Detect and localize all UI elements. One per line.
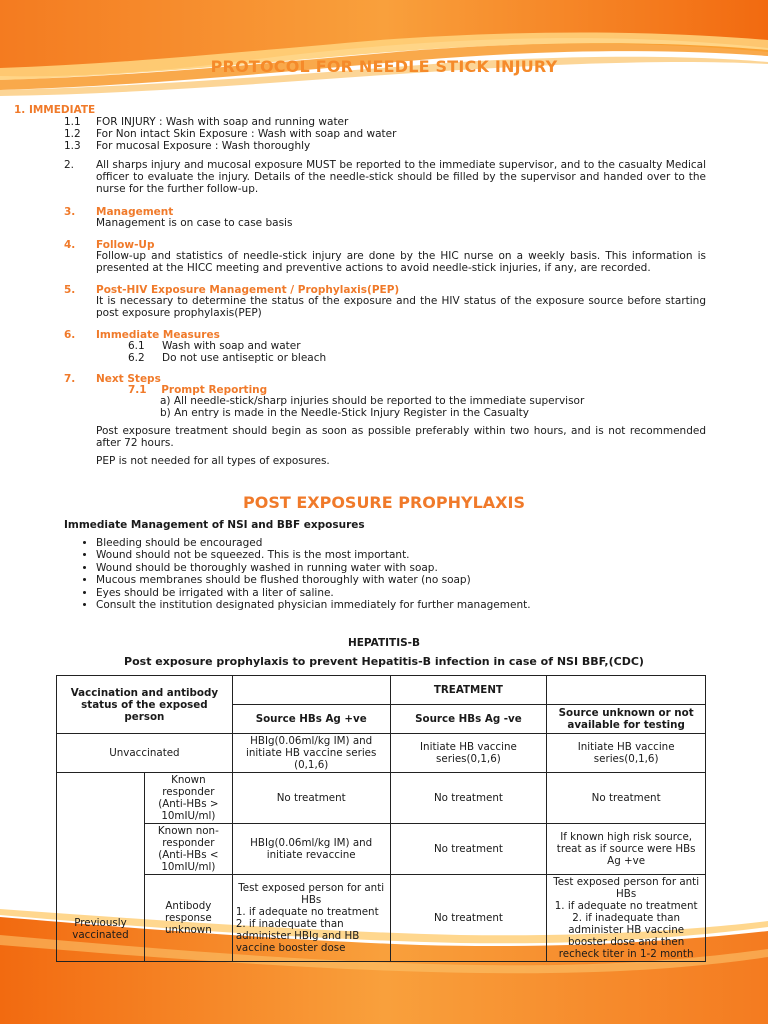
cell-pos: HBIg(0.06ml/kg IM) and initiate HB vaccine series (0,1,6)	[232, 734, 390, 773]
pep-bullet-list	[80, 537, 531, 611]
header-blank	[547, 676, 706, 705]
cell-unknown: If known high risk source, treat as if source were HBs Ag +ve	[547, 824, 706, 875]
cell-unknown: Test exposed person for anti HBs 1. if adequate no treatment 2. if inadequate than administer HB vaccine booster dose and then recheck titer in 1-2 month	[547, 875, 706, 962]
list-item: 6.1 Wash with soap and water	[128, 340, 301, 352]
hepb-prophylaxis-table	[56, 675, 706, 962]
section-4-heading: Follow-Up	[96, 239, 155, 251]
section-7-number: 7.	[64, 373, 76, 385]
section-2-number: 2.	[64, 159, 75, 171]
section-7-heading: Next Steps	[96, 373, 161, 385]
cell-pos: Test exposed person for anti HBs 1. if adequate no treatment 2. if inadequate than administer HBIg and HB vaccine booster dose	[232, 875, 390, 962]
list-item: 6.2 Do not use antiseptic or bleach	[128, 352, 327, 364]
list-item: • Wound should not be squeezed. This is the most important.	[96, 549, 531, 561]
section-2-text: All sharps injury and mucosal exposure MUST be reported to the immediate supervisor, and to the casualty Medical officer to evaluate the injury. Details of the needle-stick should be filled by the supervisor and handed over to the nurse for the further follow-up.	[96, 159, 706, 195]
cell-neg: No treatment	[390, 824, 547, 875]
section-5-text: It is necessary to determine the status of the exposure and the HIV status of the exposure source before starting post exposure prophylaxis(PEP)	[96, 295, 706, 319]
row-label-known-nonresponder: Known non-responder (Anti-HBs < 10mIU/ml)	[144, 824, 232, 875]
cell-unknown: Initiate HB vaccine series(0,1,6)	[547, 734, 706, 773]
cell-neg: No treatment	[390, 773, 547, 824]
section-7-list	[160, 395, 584, 419]
header-source-positive: Source HBs Ag +ve	[232, 705, 390, 734]
section-4-text: Follow-up and statistics of needle-stick injury are done by the HIC nurse on a weekly basis. This information is presented at the HICC meeting and preventive actions to avoid needle-stick injuries, if any, are recorded.	[96, 250, 706, 274]
list-item: 1.1 FOR INJURY : Wash with soap and running water	[64, 116, 349, 128]
list-item: 1.3 For mucosal Exposure : Wash thoroughly	[64, 140, 311, 152]
header-source-negative: Source HBs Ag -ve	[390, 705, 547, 734]
section-1-heading: 1. IMMEDIATE	[14, 104, 96, 116]
section-6-number: 6.	[64, 329, 76, 341]
section-4-number: 4.	[64, 239, 76, 251]
pep-subheading: Immediate Management of NSI and BBF exposures	[64, 519, 365, 531]
hepb-heading: HEPATITIS-B	[347, 637, 421, 649]
list-item: • Consult the institution designated physician immediately for further management.	[96, 599, 531, 611]
table-header-row	[57, 676, 706, 705]
table-row	[57, 875, 706, 962]
section-3-text: Management is on case to case basis	[96, 217, 293, 229]
list-item: a) All needle-stick/sharp injuries should be reported to the immediate supervisor	[160, 395, 585, 407]
list-item: • Mucous membranes should be flushed thoroughly with water (no soap)	[96, 574, 531, 586]
section-1-list	[64, 116, 396, 152]
header-source-unknown: Source unknown or not available for testing	[547, 705, 706, 734]
row-label-known-responder: Known responder (Anti-HBs > 10mIU/ml)	[144, 773, 232, 824]
pep-heading: POST EXPOSURE PROPHYLAXIS	[242, 493, 525, 512]
list-item: • Eyes should be irrigated with a liter of saline.	[96, 587, 531, 599]
cell-unknown: No treatment	[547, 773, 706, 824]
list-item: • Bleeding should be encouraged	[96, 537, 531, 549]
section-7-paragraph-2: PEP is not needed for all types of exposures.	[96, 455, 330, 467]
section-3-heading: Management	[96, 206, 174, 218]
header-treatment: TREATMENT	[390, 676, 547, 705]
table-row	[57, 734, 706, 773]
header-blank	[232, 676, 390, 705]
row-label-previously-vaccinated: Previously vaccinated	[57, 773, 145, 962]
list-item: b) An entry is made in the Needle-Stick Injury Register in the Casualty	[160, 407, 530, 419]
section-7-1-heading: 7.1 Prompt Reporting	[128, 384, 268, 396]
row-label-response-unknown: Antibody response unknown	[144, 875, 232, 962]
table-row	[57, 824, 706, 875]
table-row	[57, 773, 706, 824]
list-item: • Wound should be thoroughly washed in running water with soap.	[96, 562, 531, 574]
section-5-number: 5.	[64, 284, 76, 296]
section-6-heading: Immediate Measures	[96, 329, 220, 341]
cell-pos: HBIg(0.06ml/kg IM) and initiate revaccine	[232, 824, 390, 875]
cell-neg: No treatment	[390, 875, 547, 962]
list-item: 1.2 For Non intact Skin Exposure : Wash with soap and water	[64, 128, 397, 140]
hepb-subheading: Post exposure prophylaxis to prevent Hepatitis-B infection in case of NSI BBF,(CDC)	[124, 655, 644, 668]
header-status: Vaccination and antibody status of the exposed person	[57, 676, 233, 734]
row-label-unvaccinated: Unvaccinated	[57, 734, 233, 773]
cell-neg: Initiate HB vaccine series(0,1,6)	[390, 734, 547, 773]
section-5-heading: Post-HIV Exposure Management / Prophylaxis(PEP)	[96, 284, 400, 296]
section-3-number: 3.	[64, 206, 76, 218]
section-6-list	[128, 340, 326, 364]
cell-pos: No treatment	[232, 773, 390, 824]
section-7-paragraph-1: Post exposure treatment should begin as soon as possible preferably within two hours, and is not recommended after 72 hours.	[96, 425, 706, 449]
document-title: PROTOCOL FOR NEEDLE STICK INJURY	[210, 57, 558, 76]
